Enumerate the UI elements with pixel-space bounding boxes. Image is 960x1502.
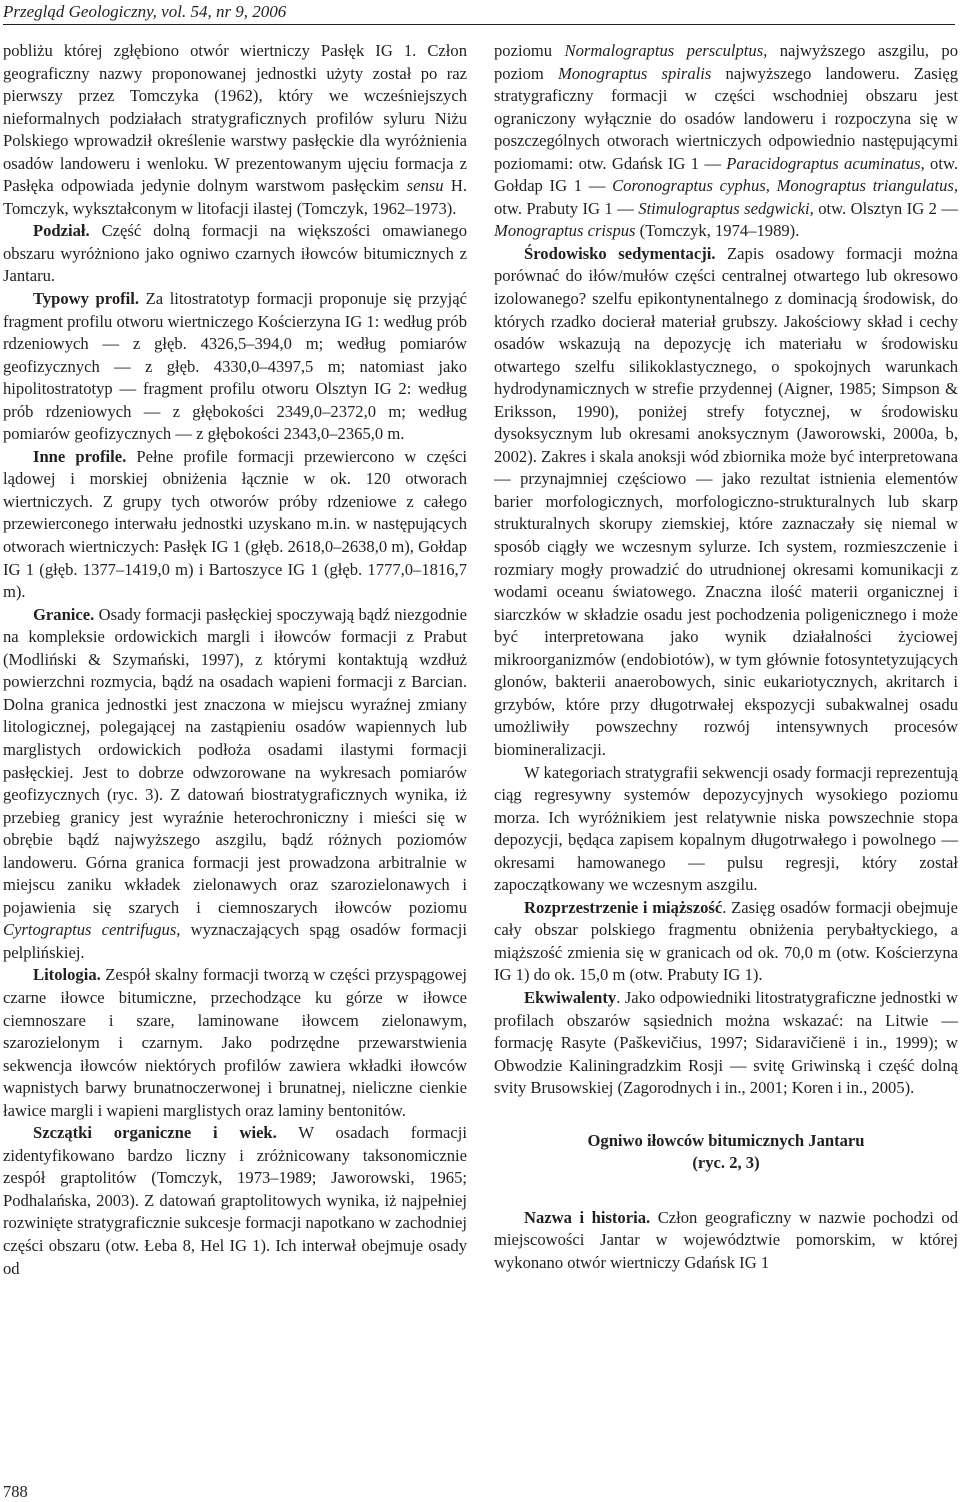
paragraph-podzial	[3, 220, 467, 288]
text: W kategoriach stratygrafii sekwencji osady formacji reprezentują ciąg regresywny systemów depozycyjnych wysokiego poziomu morza. Ich wyróżnikiem jest relatywnie niska powszechnie stopa depozycji, będąca zapisem kopalnym długotrwałego i powolnego — okresami hamowanego — pulsu regresji, który został zapoczątkowany we wczesnym aszgilu.	[494, 762, 958, 895]
paragraph-nazwa-historia	[494, 1207, 958, 1275]
taxon-name: Monograptus crispus	[494, 221, 636, 241]
text: . Zasięg osadów formacji obejmuje cały obszar polskiego fragmentu obniżenia perybałtyckiego, a miąższość zmienia się w granicach od ok. 70,0 m (otw. Kościerzyna IG 1) do ok. 15,0 m (otw. Prabuty IG 1).	[494, 897, 958, 985]
text: Zespół skalny formacji tworzą w części przyspągowej czarne iłowce bitumiczne, przechodzące ku górze w iłowce ciemnoszare i szare, laminowane iłowcem zielonawym, szarozielonym i czarnym. Jako podrzędne przewarstwienia sekwencja iłowców niektórych profilów zawiera wkładki iłowców wapnistych barwy brunatnoczerwonej i brunatnej, nieliczne cienkie ławice margli i wapieni marglistych oraz laminy bentonitów.	[3, 965, 467, 1120]
text: Część dolną formacji na większości omawianego obszaru wyróżniono jako ogniwo czarnych iłowców bitumicznych z Jantaru.	[3, 221, 467, 286]
taxon-name: Monograptus spiralis	[557, 63, 712, 83]
text: ,	[765, 176, 777, 196]
run-in-heading: Granice.	[33, 604, 95, 624]
text: otw. Olsztyn IG 2 —	[813, 198, 958, 218]
paragraph-ekwiwalenty	[494, 987, 958, 1100]
text: wyznaczających spąg osadów formacji pelplińskiej.	[3, 920, 467, 962]
paragraph-rozprzestrzenie	[494, 897, 958, 987]
paragraph-origin	[3, 40, 467, 220]
run-in-heading: Inne profile.	[33, 446, 127, 466]
text: najwyższego landoweru. Zasięg stratygraficzny formacji w części wschodniej obszaru jest ograniczony wyłącznie do osadów landoweru i rozpoczyna się w poszczególnych otworach wiertniczych odpowiednio następującymi poziomami: otw. Gdańsk IG 1 —	[494, 63, 959, 173]
run-in-heading: Rozprzestrzenie i miąższość	[524, 897, 723, 917]
taxon-name: Normalograptus persculptus,	[564, 41, 768, 60]
run-in-heading: Podział.	[33, 221, 90, 241]
italic-text: Cyrtograptus centrifugus,	[3, 920, 181, 940]
text: . Jako odpowiedniki litostratygraficzne jednostki w profilach obszarów sąsiednich można wskazać: na Litwie — formację Rasyte (Paškevičius, 1997; Sidaravičienë i in., 1999); w Obwodzie Kaliningradzkim Rosji — svitę Griwinską i część dolną svity Brusowskiej (Zagorodnych i in., 2001; Koren i in., 2005).	[494, 987, 958, 1098]
left-column	[3, 40, 467, 1280]
paragraph-stratygrafia-sekwencji	[494, 762, 958, 897]
text: najwyższego aszgilu, po poziom	[494, 41, 959, 83]
section-figure-ref: (ryc. 2, 3)	[692, 1153, 760, 1173]
run-in-heading: Litologia.	[33, 965, 101, 985]
text: , otw. Prabuty IG 1 —	[494, 176, 958, 218]
text: , otw. Gołdap IG 1 —	[494, 153, 958, 196]
taxon-name: Monograptus triangulatus	[776, 176, 954, 196]
run-in-heading: Typowy profil.	[33, 289, 140, 309]
text: Za litostratotyp formacji proponuje się przyjąć fragment profilu otworu wiertniczego Kościerzyna IG 1: według prób rdzeniowych — z głęb. 4326,5–394,0 m; według pomiarów geofizycznych — z głęb. 4330,0–4397,5 m; natomiast jako hipolitostratotyp — fragment profilu otworu Olsztyn IG 2: według prób rdzeniowych — z głębokości 2349,0–2372,0 m; według pomiarów geofizycznych — z głębokości 2343,0–2365,0 m.	[3, 289, 467, 444]
paragraph-srodowisko	[494, 243, 958, 762]
run-in-heading: Ekwiwalenty	[524, 987, 617, 1007]
text: poziomu	[494, 41, 565, 60]
paragraph-litologia	[3, 964, 467, 1122]
text: Pełne profile formacji przewiercono w części lądowej i morskiej obniżenia łącznie w ok. 120 otworach wiertniczych. Z grupy tych otworów próby rdzeniowe z całego przewierconego interwału jednostki uzyskano m.in. w następujących otworach wiertniczych: Pasłęk IG 1 (głęb. 2618,0–2638,0 m), Gołdap IG 1 (głęb. 1377–1419,0 m) i Bartoszyce IG 1 (głęb. 1777,0–1816,7 m).	[3, 446, 468, 602]
text: Człon geograficzny w nazwie pochodzi od miejscowości Jantar w województwie pomorskim, w której wykonano otwór wiertniczy Gdańsk IG 1	[494, 1207, 958, 1272]
taxon-name: Stimulograptus sedgwicki,	[638, 198, 814, 218]
text: Osady formacji pasłęckiej spoczywają bądź niezgodnie na kompleksie ordowickich margli i iłowców formacji z Prabut (Modliński & Szymański, 1997), z którymi kontaktują wzdłuż powierzchni rozmycia, bądź na osadach wapieni formacji z Barcian. Dolna granica jednostki jest znaczona w miejscu wyraźnej zmiany litologicznej, polegającej na zastąpieniu osadów wapiennych lub marglistych ordowickich podłoża osadami ilastymi formacji pasłęckiej. Jest to dobrze odwzorowane na wykresach pomiarów geofizycznych (ryc. 3). Z datowań biostratygraficznych wynika, iż przebieg granicy jest wyraźnie heterochroniczny i mieści się w obrębie bądź najwyższego aszgilu, bądź różnych poziomów landoweru. Górna granica formacji jest prowadzona arbitralnie w miejscu zaniku wkładek zielonawych oraz szarozielonawych i pojawienia się szarych i ciemnoszarych iłowców poziomu	[3, 604, 467, 917]
text: Zapis osadowy formacji można porównać do iłów/mułów części centralnej otwartego lub okresowo izolowanego? szelfu epikontynentalnego z dominacją środowisk, do których rzadko docierał materiał grubszy. Jakościowy skład i cechy osadów wskazują na depozycję ich materiału w środowisku otwartego szelfu silikoklastycznego, o spokojnych warunkach hydrodynamicznych w strefie przydennej (Aigner, 1985; Simpson & Eriksson, 1990), poniżej strefy fotycznej, w środowisku dysoksycznym lub okresami anoksycznym (Jaworowski, 2000a, b, 2002). Zakres i skala anoksji wód zbiornika może być interpretowana — przynajmniej częściowo — jako rezultat istnienia elementów barier morfologicznych, morfologiczno-strukturalnych lub skarp strukturalnych skorupy ziemskiej, które zaznaczały się niemal w sposób ciągły we wczesnym sylurze. Ich system, rozmieszczenie i rozmiary mogły prowadzić do utrudnionej okresami komunikacji z wodami oceanu światowego. Znaczna ilość materii organicznej i siarczków w składzie osadu jest pochodzenia poligenicznego i może być interpretowana jako wynik działalności życiowej mikroorganizmów (endobiotów), w tym głównie fotosyntetyzujących glonów, bakterii anaerobowych, sinic eukariotycznych, akritarch i grzybów, które przy długotrwałej ekspozycji subakwalnej osadu umożliwiły powszechny rozwój intensywnych procesów biomineralizacji.	[494, 243, 958, 759]
text: H. Tomczyk, wykształconym w litofacji ilastej (Tomczyk, 1962–1973).	[3, 176, 467, 218]
italic-text: sensu	[406, 176, 444, 196]
section-heading	[494, 1130, 958, 1175]
text: pobliżu której zgłębiono otwór wiertniczy Pasłęk IG 1. Człon geograficzny nazwy proponowanej jednostki użyty został po raz pierwszy przez Tomczyka (1962), który we wcześniejszych nieformalnych podziałach stratygraficznych profilów syluru Niżu Polskiego wprowadził określenie warstwy pasłęckie dla wyróżnienia osadów landoweru i wenloku. W prezentowanym ujęciu formacja z Pasłęka odpowiada jedynie dolnym warstwom pasłęckim	[3, 41, 467, 196]
right-column	[494, 40, 958, 1274]
section-title: Ogniwo iłowców bitumicznych Jantaru	[587, 1130, 865, 1150]
running-header: Przegląd Geologiczny, vol. 54, nr 9, 2006	[3, 2, 287, 21]
text: W osadach formacji zidentyfikowano bardzo liczny i zróżnicowany taksonomicznie zespół graptolitów (Tomczyk, 1973–1989; Jaworowski, 1965; Podhalańska, 2003). Z datowań graptolitowych wynika, iż najpełniej rozwinięte stratygraficznie sukcesje formacji napotkano w zachodniej części obszaru (otw. Łeba 8, Hel IG 1). Ich interwał obejmuje osady od	[3, 1123, 467, 1278]
taxon-name: Paracidograptus acuminatus	[726, 153, 921, 173]
paragraph-inne-profile	[3, 446, 467, 604]
run-in-heading: Nazwa i historia.	[524, 1207, 651, 1227]
run-in-heading: Środowisko sedymentacji.	[524, 243, 716, 263]
taxon-name: Coronograptus cyphus	[612, 176, 766, 196]
header-rule	[3, 24, 955, 25]
paragraph-granice	[3, 604, 467, 965]
paragraph-szczatki	[3, 1122, 467, 1280]
paragraph-typowy-profil	[3, 288, 467, 446]
run-in-heading: Szczątki organiczne i wiek.	[33, 1123, 277, 1143]
text: (Tomczyk, 1974–1989).	[635, 221, 800, 241]
paragraph-continuation	[494, 40, 958, 243]
page-number: 788	[3, 1482, 28, 1501]
